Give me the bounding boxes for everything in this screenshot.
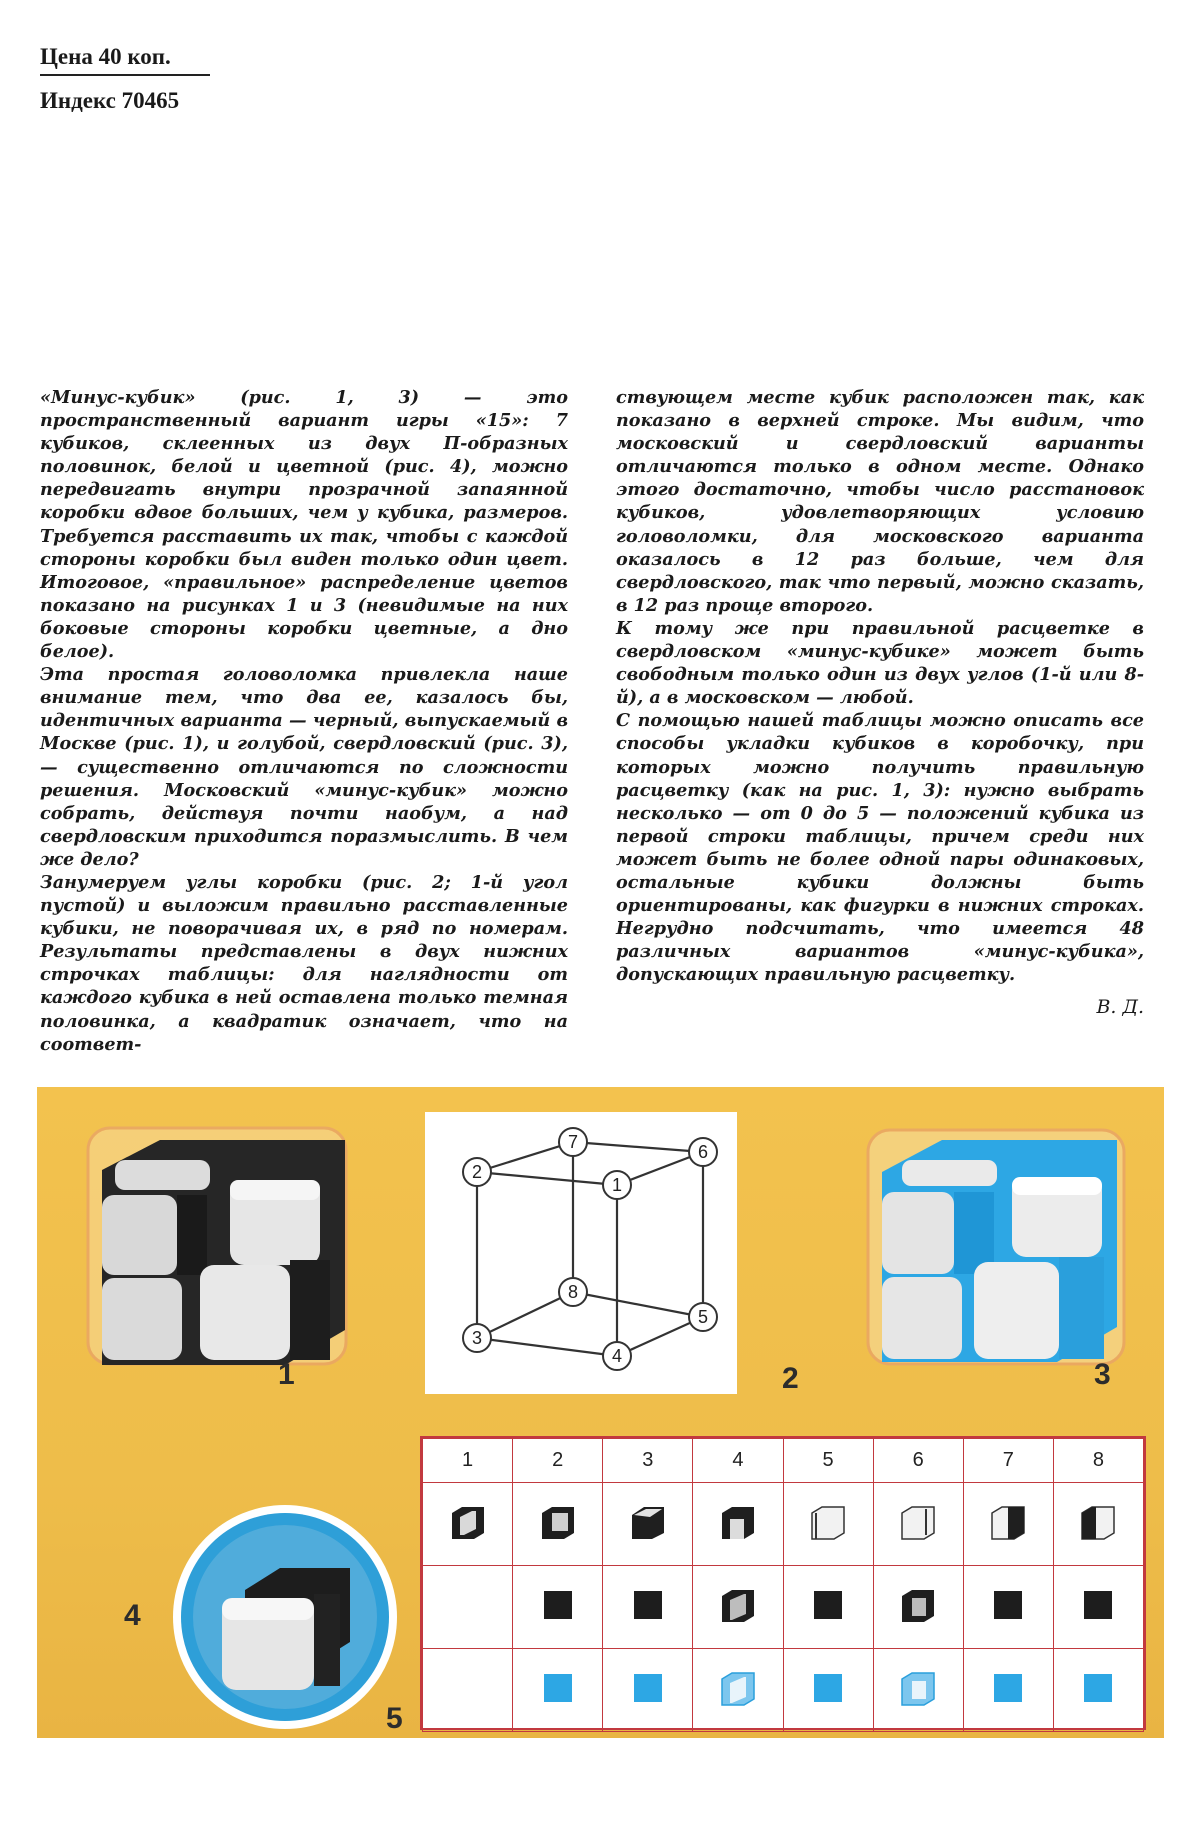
black-square-mark: [634, 1591, 662, 1619]
table-header-cell: 8: [1053, 1439, 1143, 1483]
figure-4-single-cube: [170, 1502, 400, 1732]
black-square-mark: [1084, 1591, 1112, 1619]
table-header-cell: 4: [693, 1439, 783, 1483]
table-cell: [963, 1483, 1053, 1566]
u-dark-icon: [628, 1503, 668, 1541]
u-half-icon: [1078, 1503, 1118, 1541]
table-cell: [513, 1649, 603, 1732]
table-cell: [1053, 1649, 1143, 1732]
u-half-icon: [988, 1503, 1028, 1541]
u-dark-icon: [718, 1503, 758, 1541]
corner-6: 6: [697, 1142, 709, 1162]
table-cell: [513, 1566, 603, 1649]
corner-7: 7: [567, 1132, 579, 1152]
black-square-mark: [994, 1591, 1022, 1619]
black-square-mark: [814, 1591, 842, 1619]
table-cell: [693, 1649, 783, 1732]
figure-2-corner-diagram: [425, 1112, 737, 1394]
table-cell: [513, 1483, 603, 1566]
u-dark-icon: [898, 1586, 938, 1624]
article-column-left: [40, 386, 568, 1056]
table-header-cell: 3: [603, 1439, 693, 1483]
paragraph: Занумеруем углы коробки (рис. 2; 1-й угол пустой) и выложим правильно расставленные кубики, не поворачивая их, в ряд по номерам. Результаты представлены в двух нижних строчках таблицы: для наглядности от каждого кубика в ней оставлена только темная половинка, а квадратик означает, что на соответ-: [40, 871, 568, 1055]
u-dark-icon: [718, 1586, 758, 1624]
table-cell: [1053, 1483, 1143, 1566]
table-cell: [873, 1649, 963, 1732]
blue-square-mark: [814, 1674, 842, 1702]
figure-3-label: 3: [1094, 1358, 1111, 1391]
orientation-table: [420, 1436, 1146, 1730]
corner-5: 5: [697, 1307, 709, 1327]
black-square-mark: [544, 1591, 572, 1619]
table-cell: [693, 1483, 783, 1566]
u-light-icon: [898, 1503, 938, 1541]
corner-4: 4: [611, 1346, 623, 1366]
corner-2: 2: [471, 1162, 483, 1182]
paragraph: ствующем месте кубик расположен так, как показано в верхней строке. Мы видим, что московский и свердловский варианты отличаются только в одном месте. Однако этого достаточно, чтобы число расстановок кубиков, удовлетворяющих условию головоломки, для московского варианта оказалось в 12 раз больше, чем для свердловского, так что первый, можно сказать, в 12 раз проще второго.: [616, 387, 1144, 616]
u-light-icon: [808, 1503, 848, 1541]
table-cell: [873, 1566, 963, 1649]
table-cell: [423, 1649, 513, 1732]
table-cell: [1053, 1566, 1143, 1649]
sverdlovsk-row: [423, 1649, 1144, 1732]
u-blue-icon: [718, 1669, 758, 1707]
table-cell: [963, 1566, 1053, 1649]
table-header-cell: 1: [423, 1439, 513, 1483]
figure-4-label: 4: [124, 1599, 141, 1632]
table-header-cell: 5: [783, 1439, 873, 1483]
table-cell: [783, 1483, 873, 1566]
paragraph: К тому же при правильной расцветке в свердловском «минус-кубике» может быть свободным только один из двух углов (1-й или 8-й), а в московском — любой.: [616, 617, 1144, 709]
table-header-cell: 2: [513, 1439, 603, 1483]
table-header-cell: 7: [963, 1439, 1053, 1483]
paragraph: «Минус-кубик» (рис. 1, 3) — это пространственный вариант игры «15»: 7 кубиков, склеенных из двух П-образных половинок, белой и цветной (рис. 4), можно передвигать внутри прозрачной запаянной коробки вдвое больших, чем у кубика, размеров. Требуется расставить их так, чтобы с каждой стороны коробки был виден только один цвет. Итоговое, «правильное» распределение цветов показано на рисунках 1 и 3 (невидимые на них боковые стороны коробки цветные, а дно белое).: [40, 387, 568, 663]
table-cell: [423, 1483, 513, 1566]
corner-3: 3: [471, 1328, 483, 1348]
u-dark-icon: [448, 1503, 488, 1541]
corner-1: 1: [611, 1175, 623, 1195]
table-cell: [963, 1649, 1053, 1732]
table-cell: [873, 1483, 963, 1566]
table-cell: [423, 1566, 513, 1649]
index-label: Индекс 70465: [40, 88, 180, 113]
blue-square-mark: [544, 1674, 572, 1702]
corner-8: 8: [567, 1282, 579, 1302]
table-header-row: [423, 1439, 1144, 1483]
figure-3-blue-cube: [862, 1122, 1132, 1372]
table-cell: [693, 1566, 783, 1649]
table-cell: [783, 1566, 873, 1649]
blue-square-mark: [634, 1674, 662, 1702]
u-dark-icon: [538, 1503, 578, 1541]
figure-1-black-cube: [80, 1120, 355, 1370]
figure-2-label: 2: [782, 1362, 799, 1395]
signature: В. Д.: [1096, 996, 1144, 1019]
u-blue-icon: [898, 1669, 938, 1707]
blue-square-mark: [994, 1674, 1022, 1702]
table-cell: [603, 1566, 693, 1649]
table-cell: [603, 1483, 693, 1566]
paragraph: Эта простая головоломка привлекла наше внимание тем, что два ее, казалось бы, идентичных варианта — черный, выпускаемый в Москве (рис. 1), и голубой, свердловский (рис. 3),— существенно отличаются по сложности решения. Московский «минус-кубик» можно собрать, действуя почти наобум, а над свердловским приходится поразмыслить. В чем же дело?: [40, 664, 568, 870]
orientation-row: [423, 1483, 1144, 1566]
table-header-cell: 6: [873, 1439, 963, 1483]
price-label: Цена 40 коп.: [40, 44, 210, 76]
table-cell: [783, 1649, 873, 1732]
figure-1-label: 1: [278, 1358, 295, 1391]
blue-square-mark: [1084, 1674, 1112, 1702]
table-cell: [603, 1649, 693, 1732]
moscow-row: [423, 1566, 1144, 1649]
paragraph: С помощью нашей таблицы можно описать все способы укладки кубиков в коробочку, при которых можно получить правильную расцветку (как на рис. 1, 3): нужно выбрать несколько — от 0 до 5 — положений кубика из первой строки таблицы, причем среди них может быть не более одной пары одинаковых, остальные кубики должны быть ориентированы, как фигурки в нижних строках. Негрудно подсчитать, что имеется 48 различных вариантов «минус-кубика», допускающих правильную расцветку.: [616, 710, 1144, 986]
article-column-right: [616, 386, 1144, 1020]
figure-5-label: 5: [386, 1702, 403, 1735]
